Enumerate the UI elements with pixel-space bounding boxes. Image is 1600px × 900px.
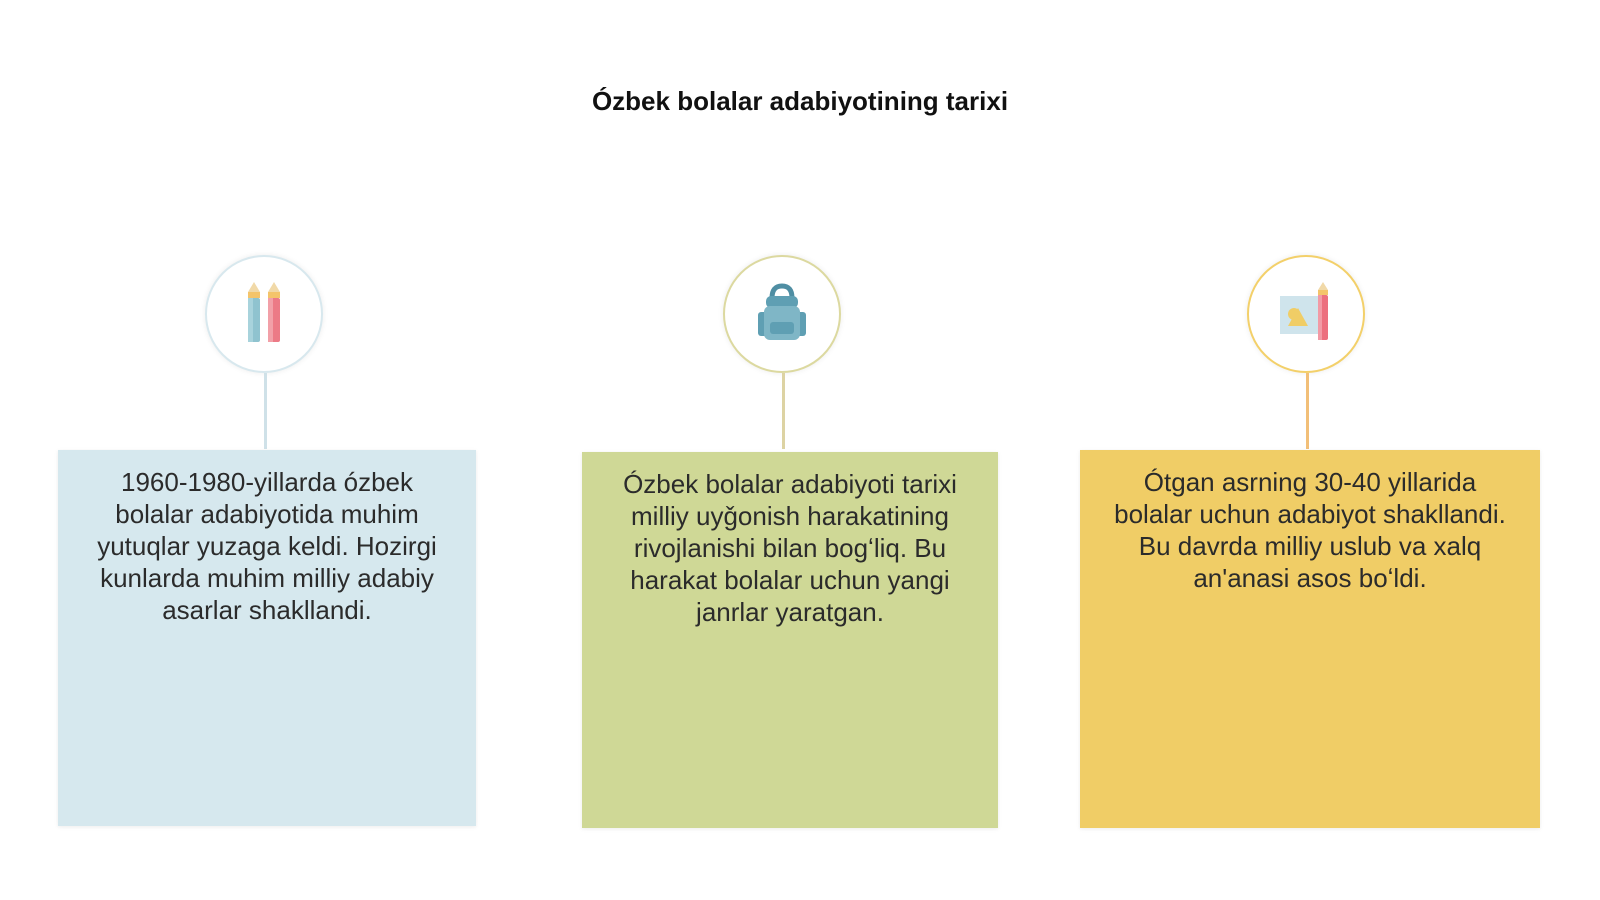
connector-line-3 <box>1306 373 1309 449</box>
info-card-1 <box>58 450 476 826</box>
pencils-icon <box>234 282 294 346</box>
icon-circle-2 <box>723 255 841 373</box>
card-text-3: Ótgan asrning 30-40 yillarida bolalar uchun adabiyot shakllandi. Bu davrda milliy uslub va xalq an'anasi asos boʻldi. <box>1114 467 1506 593</box>
drawing-pencil-icon <box>1274 282 1338 346</box>
info-card-2 <box>582 452 998 828</box>
icon-circle-1 <box>205 255 323 373</box>
card-text-1: 1960-1980-yillarda ózbek bolalar adabiyotida muhim yutuqlar yuzaga keldi. Hozirgi kunlarda muhim milliy adabiy asarlar shakllandi. <box>97 467 437 625</box>
connector-line-1 <box>264 373 267 449</box>
connector-line-2 <box>782 373 785 449</box>
icon-circle-3 <box>1247 255 1365 373</box>
slide-title: Ózbek bolalar adabiyotining tarixi <box>591 86 1009 116</box>
backpack-icon <box>750 282 814 346</box>
card-text-2: Ózbek bolalar adabiyoti tarixi milliy uyǧonish harakatining rivojlanishi bilan bogʻliq. Bu harakat bolalar uchun yangi janrlar yaratgan. <box>623 469 957 627</box>
info-card-3 <box>1080 450 1540 828</box>
